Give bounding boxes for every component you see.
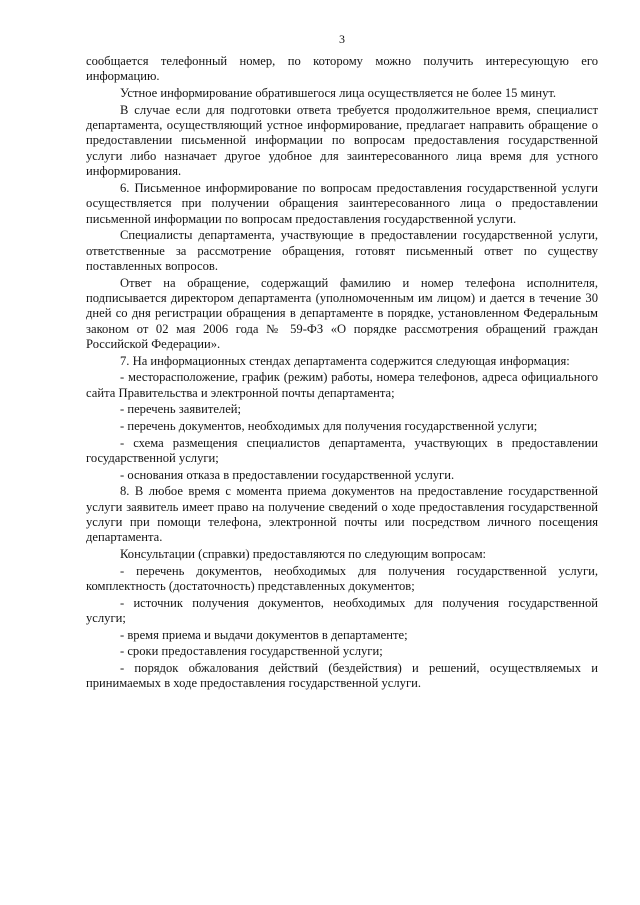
paragraph: - источник получения документов, необходимых для получения государственной услуги;: [86, 595, 598, 626]
paragraph: - схема размещения специалистов департамента, участвующих в предоставлении государственной услуги;: [86, 435, 598, 466]
paragraph: Устное информирование обратившегося лица осуществляется не более 15 минут.: [120, 86, 557, 100]
paragraph: - перечень документов, необходимых для получения государственной услуги, комплектность (достаточность) представленных документов;: [86, 563, 598, 594]
paragraph: - порядок обжалования действий (бездействия) и решений, осуществляемых и принимаемых в ходе предоставления государственной услуги.: [86, 660, 598, 691]
paragraph: - сроки предоставления государственной услуги;: [120, 644, 383, 659]
paragraph: В случае если для подготовки ответа требуется продолжительное время, специалист департамента, осуществляющий устное информирование, предлагает направить обращение о предоставлении письменной информации по вопросам предоставления государственной услуги либо назначает другое удобное для заинтересованного лица время для устного информирования.: [86, 102, 598, 179]
paragraph: 7. На информационных стендах департамента содержится следующая информация:: [120, 353, 570, 368]
paragraph: - месторасположение, график (режим) работы, номера телефонов, адреса официального сайта Правительства и электронной почты департамента;: [86, 370, 598, 400]
paragraph: сообщается телефонный номер, по которому можно получить интересующую его информацию.: [86, 54, 598, 84]
paragraph: 6. Письменное информирование по вопросам предоставления государственной услуги осуществляется при получении обращения заинтересованного лица о предоставлении письменной информации по вопросам предоставления государственной услуги.: [86, 180, 598, 226]
paragraph: Специалисты департамента, участвующие в предоставлении государственной услуги, ответственные за рассмотрение обращения, готовят письменный ответ по существу поставленных вопросов.: [86, 228, 598, 274]
paragraph: - время приема и выдачи документов в департаменте;: [120, 627, 408, 642]
paragraph: - перечень документов, необходимых для получения государственной услуги;: [120, 419, 538, 434]
paragraph: Ответ на обращение, содержащий фамилию и номер телефона исполнителя, подписывается директором департамента (уполномоченным им лицом) и дается в течение 30 дней со дня регистрации обращения в департаменте в порядке, установленном Федеральным законом от 02 мая 2006 года № 59-ФЗ «О порядке рассмотрения обращений граждан Российской Федерации».: [86, 275, 598, 352]
document-body: [86, 54, 598, 692]
paragraph: Консультации (справки) предоставляются по следующим вопросам:: [120, 547, 487, 562]
page-number: 3: [339, 32, 345, 46]
paragraph: 8. В любое время с момента приема документов на предоставление государственной услуги заявитель имеет право на получение сведений о ходе предоставления государственной услуги при помощи телефона, электронной почты или посредством личного посещения департамента.: [86, 484, 598, 545]
paragraph: - основания отказа в предоставлении государственной услуги.: [120, 467, 455, 482]
paragraph: - перечень заявителей;: [120, 402, 242, 417]
